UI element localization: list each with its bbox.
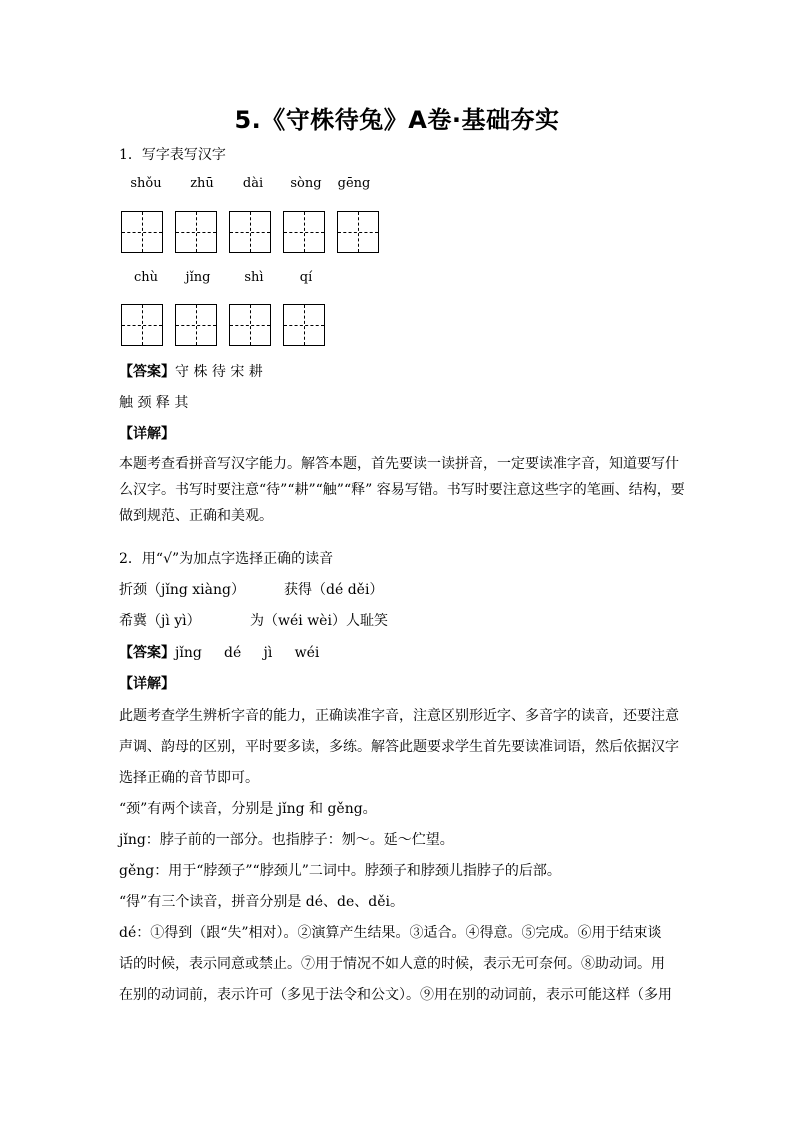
writing-box[interactable]	[337, 211, 379, 253]
writing-box[interactable]	[229, 211, 271, 253]
pinyin-label: zhū	[190, 176, 214, 191]
writing-box[interactable]	[121, 304, 163, 346]
detail-line: “颈”有两个读音，分别是 jǐng 和 gěng。	[119, 801, 377, 817]
answer-label: 【答案】	[119, 645, 175, 661]
detail-line: 本题考查看拼音写汉字能力。解答本题，首先要读一读拼音，一定要读准字音，知道要写什	[119, 456, 679, 472]
q2-answer	[119, 643, 319, 663]
writing-box[interactable]	[283, 211, 325, 253]
pinyin-label: shǒu	[130, 176, 162, 191]
pinyin-label: qí	[299, 270, 313, 285]
detail-line: jǐng：脖子前的一部分。也指脖子：刎～。延～伫望。	[119, 832, 454, 848]
detail-line: 选择正确的音节即可。	[119, 770, 259, 786]
q2-item-4: 为（wéi wèi）人耻笑	[250, 613, 388, 629]
q1-heading: 1．写字表写汉字	[119, 147, 226, 163]
answer-label: 【答案】	[119, 364, 175, 380]
writing-box[interactable]	[175, 211, 217, 253]
pinyin-label: dài	[242, 176, 264, 191]
q2-item-1: 折颈（jǐng xiàng）	[119, 582, 245, 598]
q2-heading: 2．用“√”为加点字选择正确的读音	[119, 551, 334, 567]
writing-box[interactable]	[175, 304, 217, 346]
writing-box[interactable]	[229, 304, 271, 346]
pinyin-label: gēng	[337, 176, 371, 191]
detail-line: dé：①得到（跟“失”相对）。②演算产生结果。③适合。④得意。⑤完成。⑥用于结束谈	[119, 925, 662, 941]
q1-answer	[119, 362, 263, 382]
q1-detail-label: 【详解】	[119, 426, 175, 442]
pinyin-label: jǐng	[185, 270, 211, 285]
answer-text: 守 株 待 宋 耕	[175, 364, 263, 380]
pinyin-label: chù	[133, 270, 159, 285]
q2-item-2: 获得（dé děi）	[284, 582, 384, 598]
answer-text: jǐng dé jì wéi	[175, 645, 320, 661]
detail-line: “得”有三个读音，拼音分别是 dé、de、děi。	[119, 894, 404, 910]
detail-line: 声调、韵母的区别，平时要多读，多练。解答此题要求学生首先要读准词语，然后依据汉字	[119, 739, 679, 755]
detail-line: gěng：用于“脖颈子”“脖颈儿”二词中。脖颈子和脖颈儿指脖子的后部。	[119, 863, 561, 879]
writing-box[interactable]	[121, 211, 163, 253]
writing-box[interactable]	[283, 304, 325, 346]
detail-line: 此题考查学生辨析字音的能力，正确读准字音，注意区别形近字、多音字的读音，还要注意	[119, 708, 679, 724]
q1-detail-paragraph	[119, 451, 685, 529]
detail-line: 做到规范、正确和美观。	[119, 508, 273, 524]
q2-detail-paragraph	[119, 701, 679, 1011]
detail-line: 在别的动词前，表示许可（多见于法令和公文）。⑨用在别的动词前，表示可能这样（多用	[119, 987, 672, 1003]
q1-answer-line-2: 触 颈 释 其	[119, 395, 189, 411]
pinyin-label: shì	[244, 270, 264, 285]
q2-detail-label: 【详解】	[119, 676, 175, 692]
page-title: 5.《守株待兔》A卷·基础夯实	[234, 106, 560, 134]
pinyin-label: sòng	[290, 176, 322, 191]
detail-line: 么汉字。书写时要注意“待”“耕”“触”“释” 容易写错。书写时要注意这些字的笔画、结构，要	[119, 482, 685, 498]
q2-item-3: 希冀（jì yì）	[119, 613, 201, 629]
detail-line: 话的时候，表示同意或禁止。⑦用于情况不如人意的时候，表示无可奈何。⑧助动词。用	[119, 956, 665, 972]
